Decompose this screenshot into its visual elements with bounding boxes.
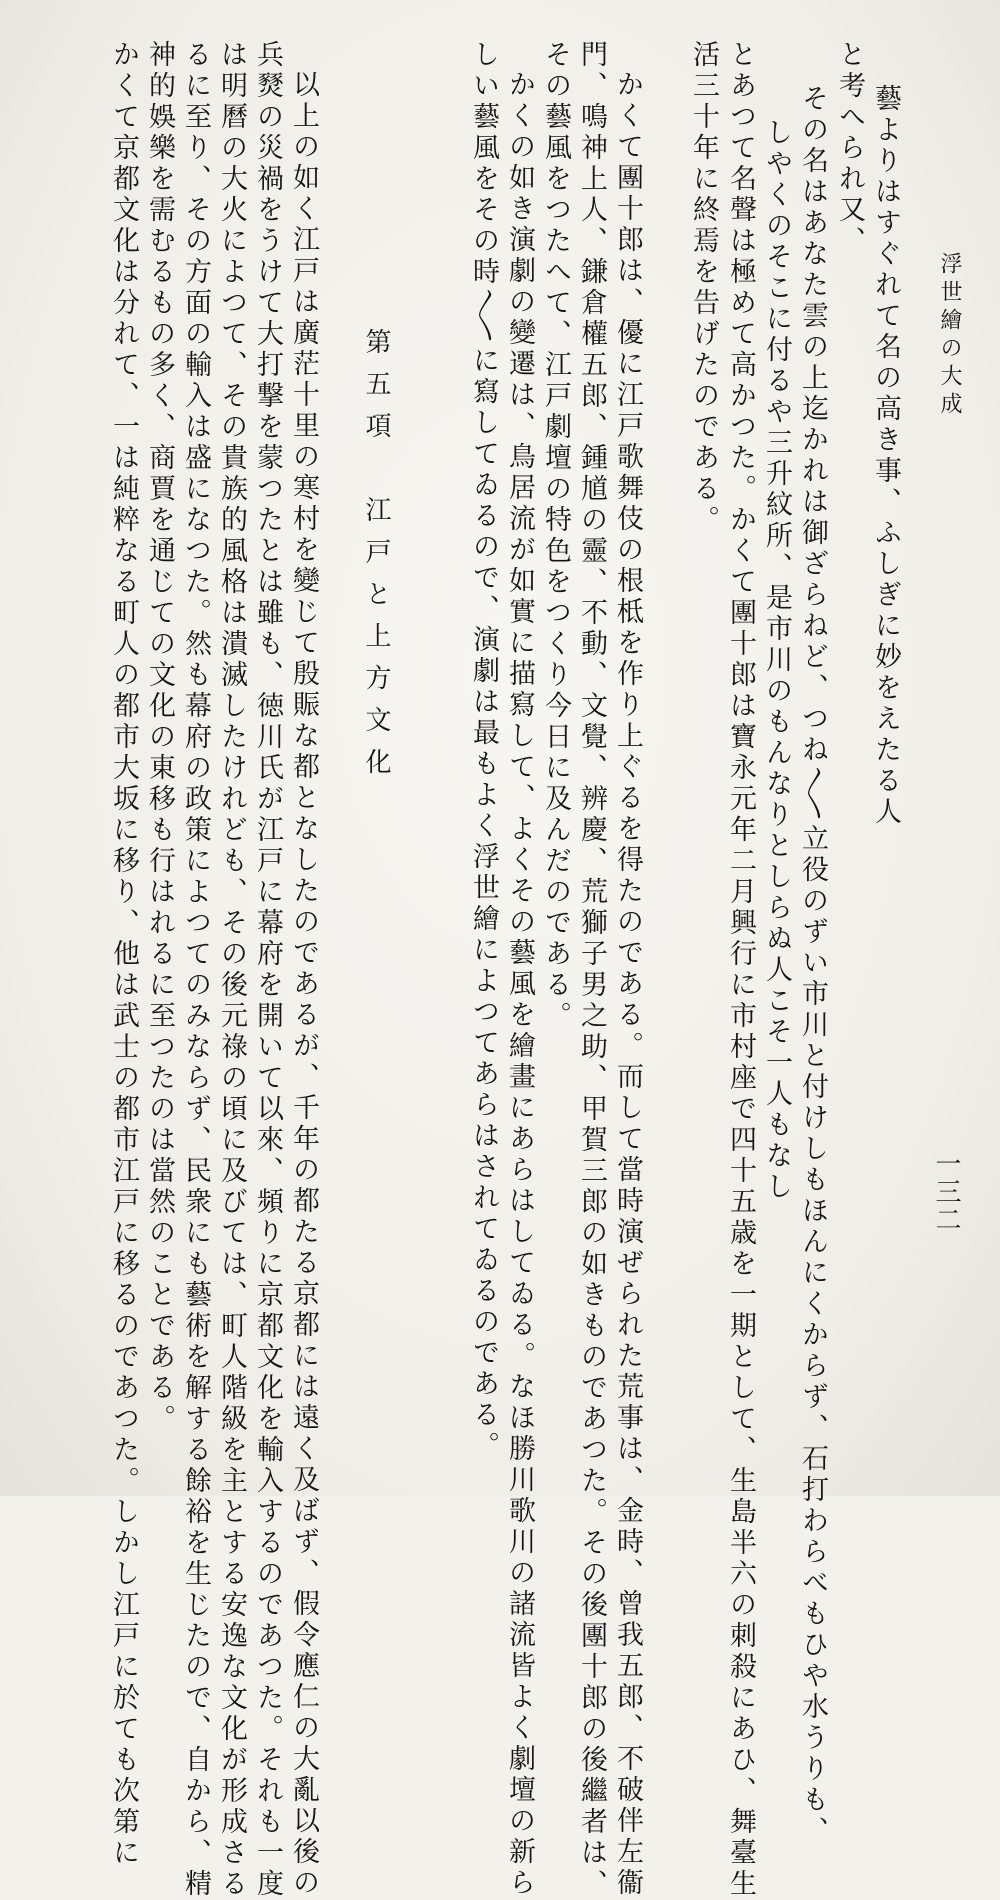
text-column: その藝風をつたへて、江戸劇壇の特色をつくり今日に及んだのである。 <box>540 40 571 1032</box>
text-column: かくの如き演劇の變遷は、鳥居流が如實に描寫して、よくその藝風を繪畫にあらはしてゐる。なほ勝川歌川の諸流皆よく劇壇の新ら <box>504 70 535 1899</box>
text-column: 門、鳴神上人、鎌倉權五郎、鍾馗の靈、不動、文覺、辨慶、荒獅子男之助、甲賀三郎の如きものであつた。その後團十郎の後繼者は、 <box>576 40 607 1900</box>
text-column: 以上の如く江戸は廣茫十里の寒村を變じて殷賑な都となしたのであるが、千年の都たる京都には遠く及ばず、假令應仁の大亂以後の <box>288 70 319 1899</box>
text-column: かくて團十郎は、優に江戸歌舞伎の根柢を作り上ぐるを得たのである。而して當時演ぜられた荒事は、金時、曾我五郎、不破伴左衞 <box>612 70 643 1899</box>
page-number: 一三二 <box>931 1150 961 1234</box>
text-column: は明曆の大火によつて、その貴族的風格は潰滅したけれども、その後元祿の頃に及びては、町人階級を主とする安逸な文化が形成さる <box>216 40 247 1900</box>
quote-line: しやくのそこに付るや三升紋所、是市川のもんなりとしらぬ人こそ一人もなし <box>761 118 792 1203</box>
text-column: 神的娛樂を需むるもの多く、商賈を通じての文化の東移も行はれるに至つたのは當然のことである。 <box>144 40 175 1435</box>
text-column: るに至り、その方面の輸入は盛になつた。然も幕府の政策によつてのみならず、民衆にも藝術を解する餘裕を生じたので、自から、精 <box>180 40 211 1900</box>
text-column: と考へられ又、 <box>834 40 865 257</box>
text-column: とあつて名聲は極めて高かつた。かくて團十郎は寶永元年二月興行に市村座で四十五歳を一期として、生島半六の刺殺にあひ、舞臺生 <box>725 40 756 1900</box>
section-heading: 第五項 江戸と上方文化 <box>361 328 391 790</box>
quote-line: その名はあなた雲の上迄かれは御ざらねど、つね〳〵立役のずい市川と付けしもほんにくからず、石打わらべもひや水うりも、 <box>797 84 828 1847</box>
text-column: しい藝風をその時〳〵に寫してゐるので、演劇は最もよく浮世繪によつてあらはされてゐるのである。 <box>468 40 499 1462</box>
text-column: 活三十年に終焉を告げたのである。 <box>688 40 719 536</box>
quote-line: 藝よりはすぐれて名の高き事、ふしぎに妙をえたる人 <box>870 84 901 828</box>
running-title: 浮世繪の大成 <box>937 252 962 420</box>
text-column: かくて京都文化は分れて、一は純粹なる町人の都市大坂に移り、他は武士の都市江戸に移るのであつた。しかし江戸に於ても次第に <box>108 40 139 1869</box>
text-column: 兵燹の災禍をうけて大打撃を蒙つたとは雖も、徳川氏が江戸に幕府を開いて以來、頻りに京都文化を輸入するのであつた。それも一度 <box>252 40 283 1900</box>
